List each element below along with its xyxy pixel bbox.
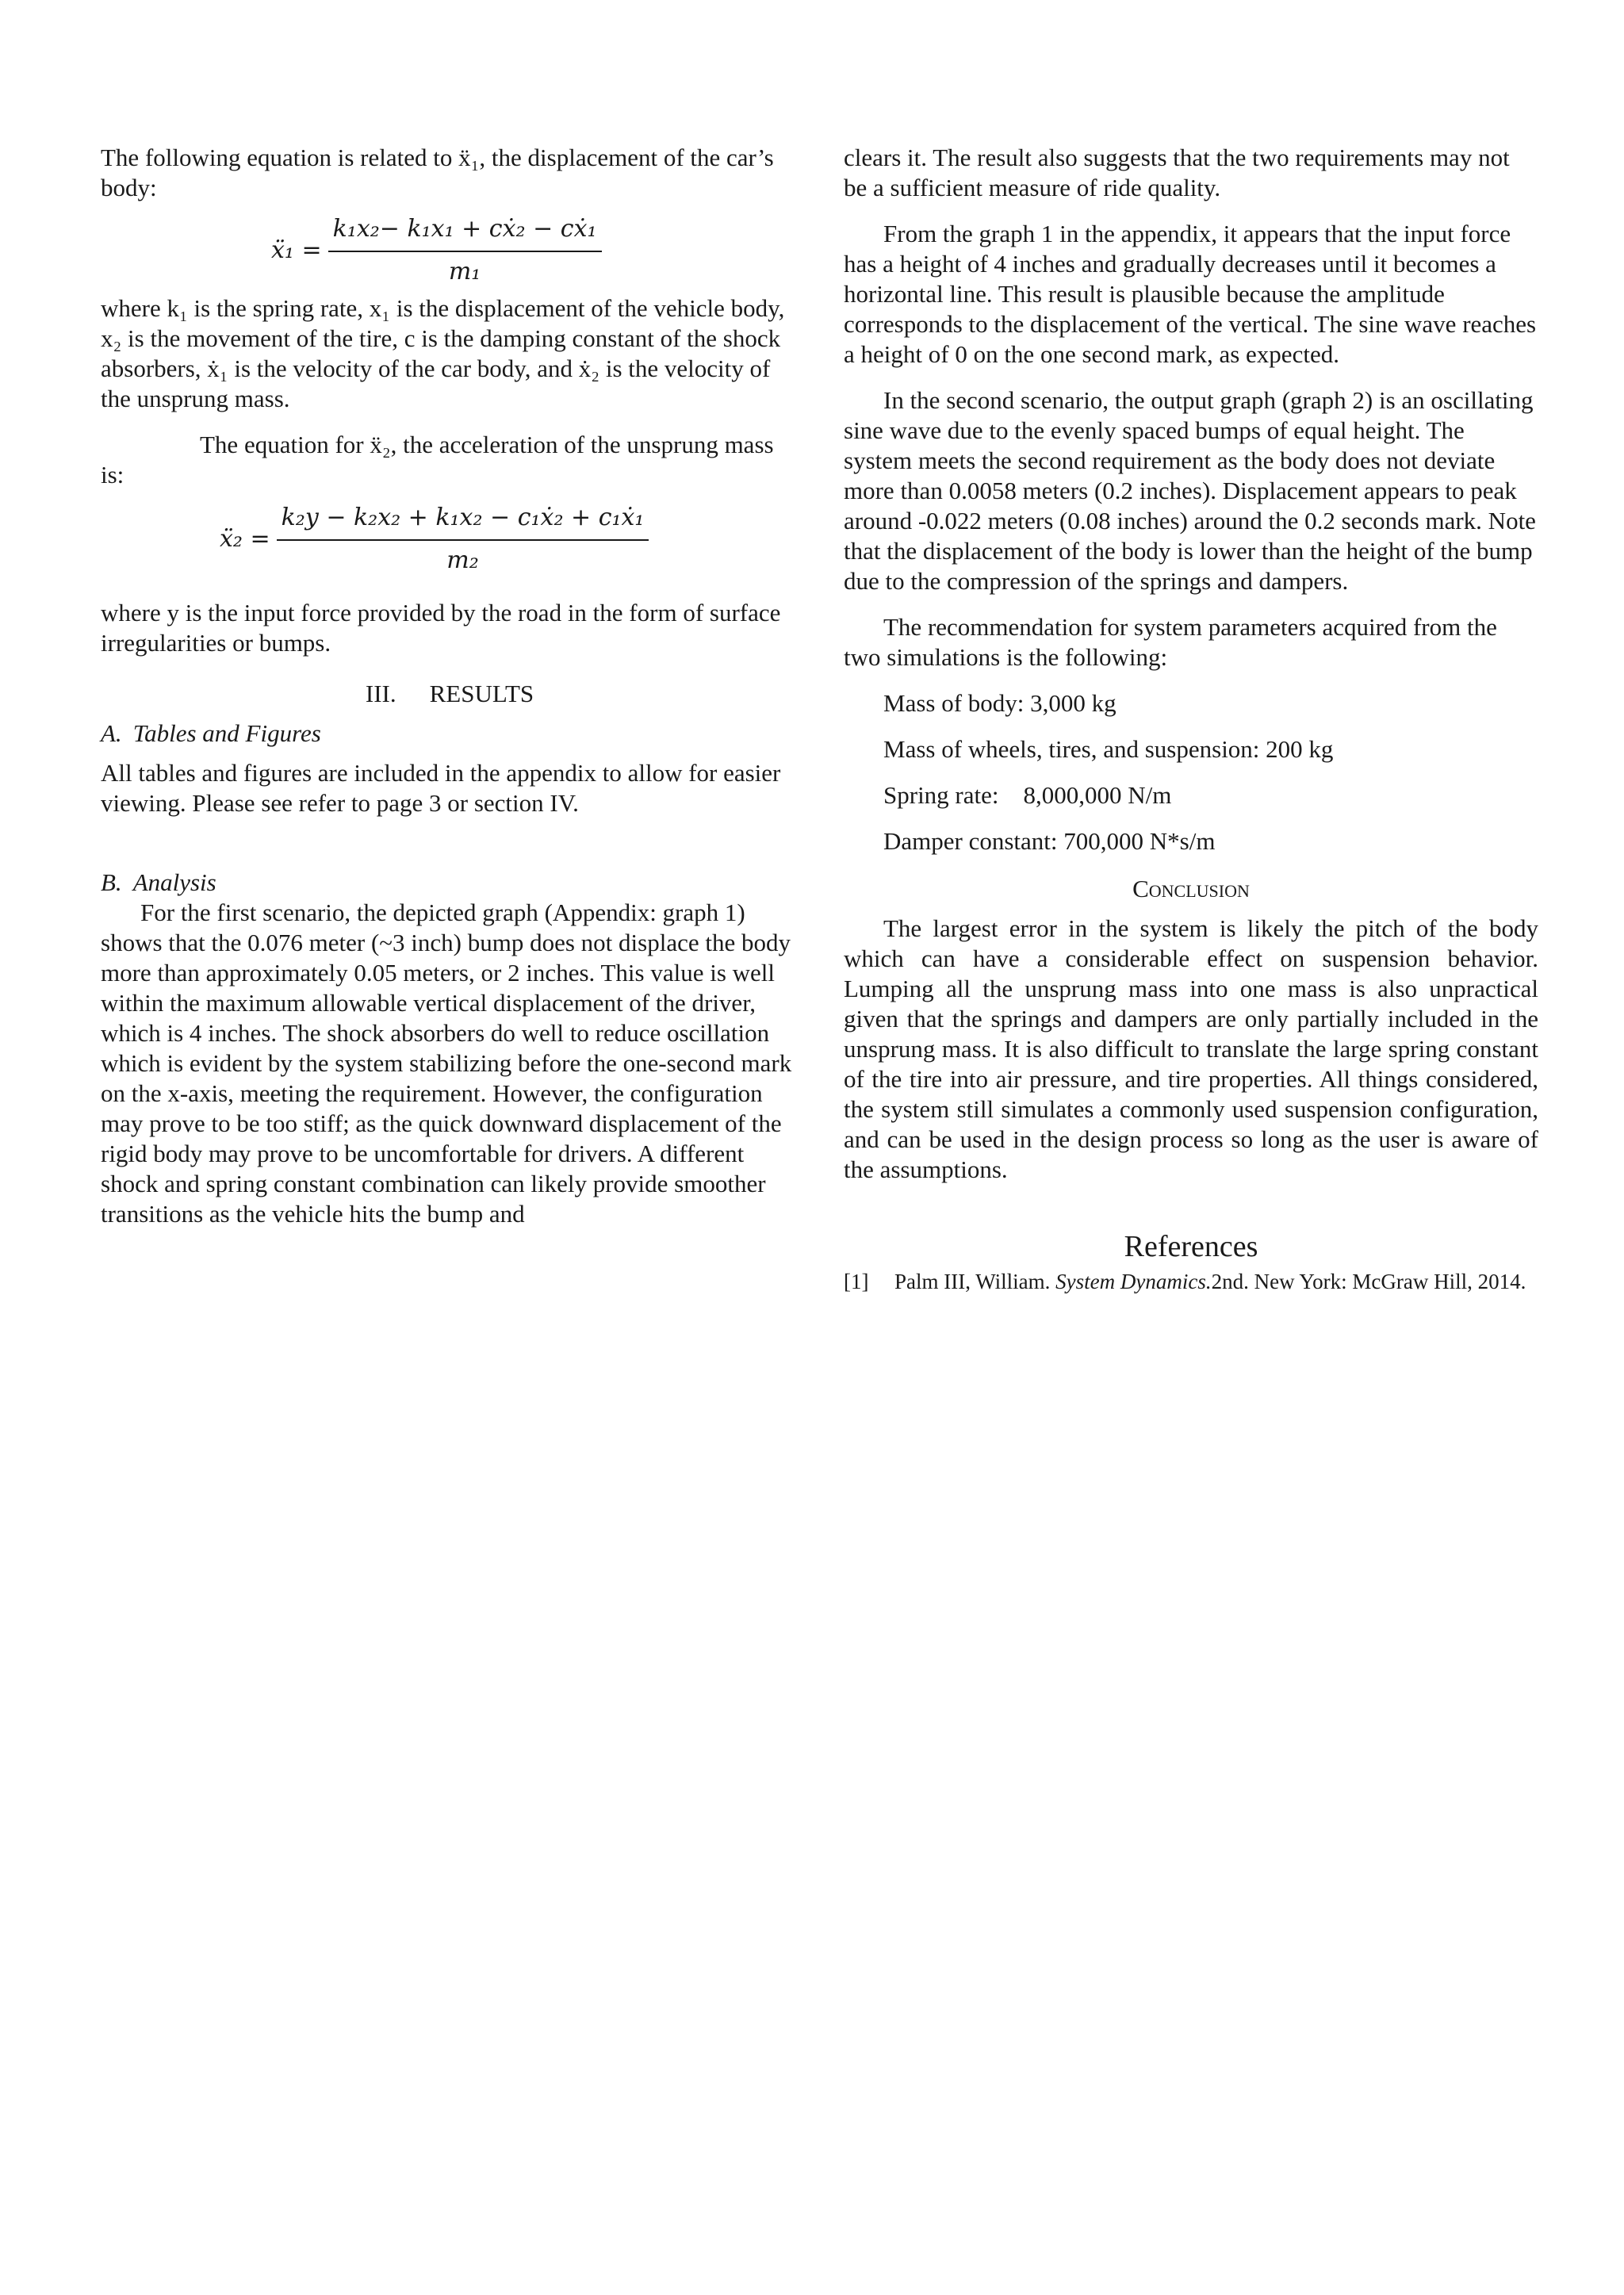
reference-publisher: New York: McGraw Hill, 2014. [1254,1270,1526,1293]
parameter-item: Mass of wheels, tires, and suspension: 200 kg [883,735,1334,763]
subsection-heading-tables [101,718,799,749]
equation-numerator: k₂y − k₂x₂ + k₁x₂ − c₁ẋ₂ + c₁ẋ₁ [277,503,649,541]
references-heading: References [1124,1230,1258,1263]
section-heading-results [101,679,799,709]
reference-number: [1] [844,1270,869,1293]
section-number: III. [365,680,396,707]
equation-denominator: m₂ [446,546,479,574]
paragraph: For the first scenario, the depicted graph (Appendix: graph 1) shows that the 0.076 meter (~3 inch) bump does not displace the body more than approximately 0.05 meters, or 2 inches. This value is well within the maximum allowable vertical displacement of the driver, which is 4 inches. The shock absorbers do well to reduce oscillation which is evident by the system stabilizing before the one-second mark on the x-axis, meeting the requirement. However, the configuration may prove to be too stiff; as the quick downward displacement of the rigid body may prove to be uncomfortable for drivers. A different shock and spring constant combination can likely provide smoother transitions as the vehicle hits the bump and [101,898,792,1228]
paragraph: In the second scenario, the output graph (graph 2) is an oscillating sine wave due to the evenly spaced bumps of equal height. The system meets the second requirement as the body does not deviate more than 0.0058 meters (0.2 inches). Displacement appears to peak around -0.022 meters (0.08 inches) around the 0.2 seconds mark. Note that the displacement of the body is lower than the height of the bump due to the compression of the springs and dampers. [844,386,1536,595]
paragraph: where k₁ is the spring rate, x₁ is the displacement of the vehicle body, x₂ is the movement of the tire, c is the damping constant of the shock absorbers, ẋ₁ is the velocity of the car body, and ẋ₂ is the velocity of the unsprung mass. [101,294,785,412]
parameter-item: Mass of body: 3,000 kg [883,689,1116,717]
paragraph: The following equation is related to ẍ₁, the displacement of the car’s body: [101,144,774,201]
equation-lhs: ẍ₂ = [220,525,270,553]
paragraph: The equation for ẍ₂, the acceleration of the unsprung mass is: [101,431,774,489]
subsection-title: Tables and Figures [132,719,321,747]
parameter-item: Damper constant: 700,000 N*s/m [883,827,1216,855]
subsection-letter: B. [101,868,122,896]
reference-item [844,1269,1538,1294]
subsection-heading-analysis [101,868,799,898]
section-title: RESULTS [429,680,534,707]
equation-fraction [277,503,649,576]
conclusion-heading: Conclusion [1132,875,1250,902]
conclusion-paragraph: The largest error in the system is likely the pitch of the body which can have a considerable effect on suspension behavior. Lumping all the unsprung mass into one mass is also unpractical given that the springs and dampers are only partially included in the unsprung mass. It is also difficult to translate the large spring constant of the tire into air pressure, and tire properties. All things considered, the system still simulates a commonly used suspension configuration, and can be used in the design process so long as the user is aware of the assumptions. [844,914,1538,1183]
reference-title: System Dynamics. [1055,1270,1212,1293]
paragraph: From the graph 1 in the appendix, it appears that the input force has a height of 4 inches and gradually decreases until it becomes a horizontal line. This result is plausible because the amplitude corresponds to the displacement of the vertical. The sine wave reaches a height of 0 on the one second mark, as expected. [844,220,1537,368]
subsection-title: Analysis [132,868,216,896]
equation-numerator: k₁x₂− k₁x₁ + cẋ₂ − cẋ₁ [328,214,602,252]
paragraph: All tables and figures are included in the appendix to allow for easier viewing. Please see refer to page 3 or section IV. [101,759,781,817]
left-column [101,143,799,1229]
equation-body-acceleration [271,214,799,287]
subsection-letter: A. [101,719,122,747]
equation-unsprung-acceleration [220,503,799,576]
paragraph: The recommendation for system parameters acquired from the two simulations is the following: [844,613,1497,671]
reference-text [894,1269,1538,1294]
equation-denominator: m₁ [448,258,481,285]
paragraph: clears it. The result also suggests that the two requirements may not be a sufficient measure of ride quality. [844,144,1510,201]
equation-fraction [328,214,602,287]
equation-lhs: ẍ₁ = [271,236,322,264]
parameter-item: Spring rate: 8,000,000 N/m [883,781,1172,809]
reference-edition: 2nd. [1211,1270,1249,1293]
right-column [844,143,1538,1294]
paragraph: where y is the input force provided by the road in the form of surface irregularities or bumps. [101,599,781,657]
reference-author: Palm III, William. [894,1270,1051,1293]
